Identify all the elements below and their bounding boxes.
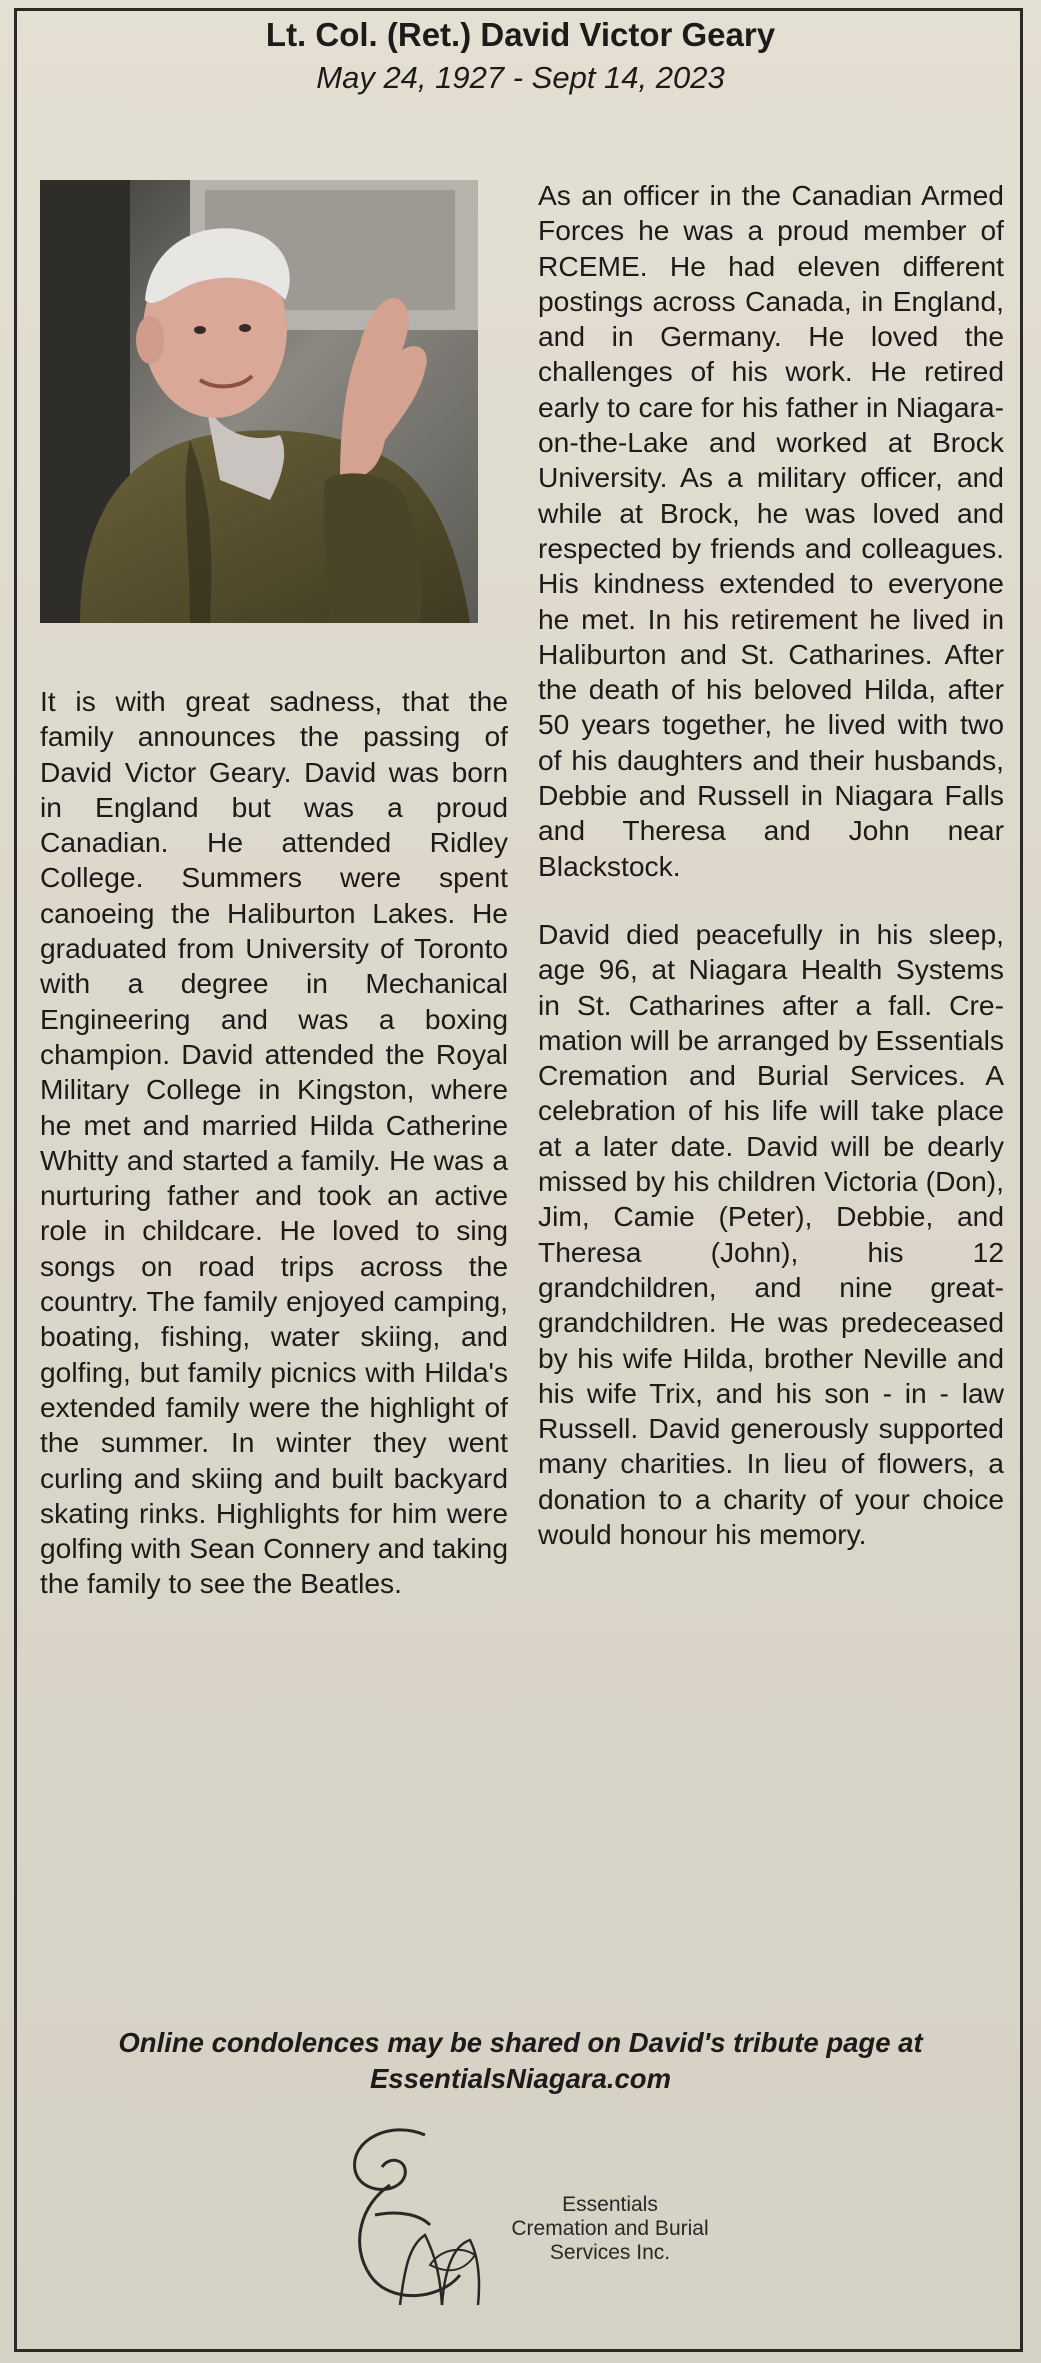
funeral-home-logo — [330, 2115, 750, 2320]
obituary-paragraph-2: As an officer in the Canadian Armed Forces he was a proud member of RCEME. He had eleven different postings across Canada, in England, and in Germany. He loved the challenges of his work. He retired early to care for his father in Niagara-on-the-Lake and worked at Brock University. As a military officer, and while at Brock, he was loved and respected by friends and colleagues. His kindness extended to everyone he met. In his retirement he lived in Haliburton and St. Catharines. After the death of his beloved Hilda, after 50 years together, he lived with two of his daughters and their husbands, Debbie and Russell in Niagara Falls and Theresa and John near Blackstock. — [538, 179, 1004, 882]
monogram-icon — [330, 2115, 500, 2320]
deceased-name: Lt. Col. (Ret.) David Victor Geary — [265, 16, 776, 53]
condolences-line: Online condolences may be shared on David's tribute page at — [118, 2027, 923, 2058]
column-left — [40, 684, 508, 1602]
logo-text — [480, 2193, 740, 2265]
obituary-header — [0, 14, 1041, 98]
portrait-illustration — [40, 180, 478, 623]
obituary-paragraph-1: It is with great sadness, that the family announces the passing of David Victor Geary. David was born in England but was a proud Canadian. He attended Ridley College. Summers were spent canoeing the Haliburton Lakes. He graduated from University of Toronto with a degree in Mechanical Engineering and was a boxing champion. David attended the Royal Military College in Kingston, where he met and married Hilda Catherine Whitty and started a family. He was a nurturing father and took an active role in childcare. He loved to sing songs on road trips across the country. The family enjoyed camping, boating, fishing, water skiing, and golfing, but family picnics with Hilda's extended family were the highlight of the summer. In winter they went curling and skiing and built backyard skating rinks. Highlights for him were golfing with Sean Connery and taking the family to see the Beatles. — [40, 685, 508, 1600]
life-dates: May 24, 1927 - Sept 14, 2023 — [316, 60, 725, 95]
logo-line-1: Essentials — [562, 2193, 658, 2216]
tribute-website: EssentialsNiagara.com — [369, 2063, 672, 2094]
portrait-photo — [40, 180, 478, 623]
online-condolences — [0, 2025, 1041, 2097]
obituary-paragraph-3: David died peacefully in his sleep, age 96, at Niagara Health Systems in St. Catharines after a fall. Cremation will be arranged by Essentials Cremation and Burial Services. A celebration of his life will take place at a later date. David will be dearly missed by his children Victoria (Don), Jim, Camie (Peter), Debbie, and Theresa (John), his 12 grandchildren, and nine great-grandchildren. He was predeceased by his wife Hilda, brother Neville and his wife Trix, and his son - in - law Russell. David generously supported many charities. In lieu of flowers, a donation to a charity of your choice would honour his memory. — [538, 917, 1004, 1550]
logo-line-2: Cremation and Burial — [511, 2217, 709, 2240]
logo-line-3: Services Inc. — [549, 2241, 671, 2264]
column-right — [538, 178, 1004, 1552]
